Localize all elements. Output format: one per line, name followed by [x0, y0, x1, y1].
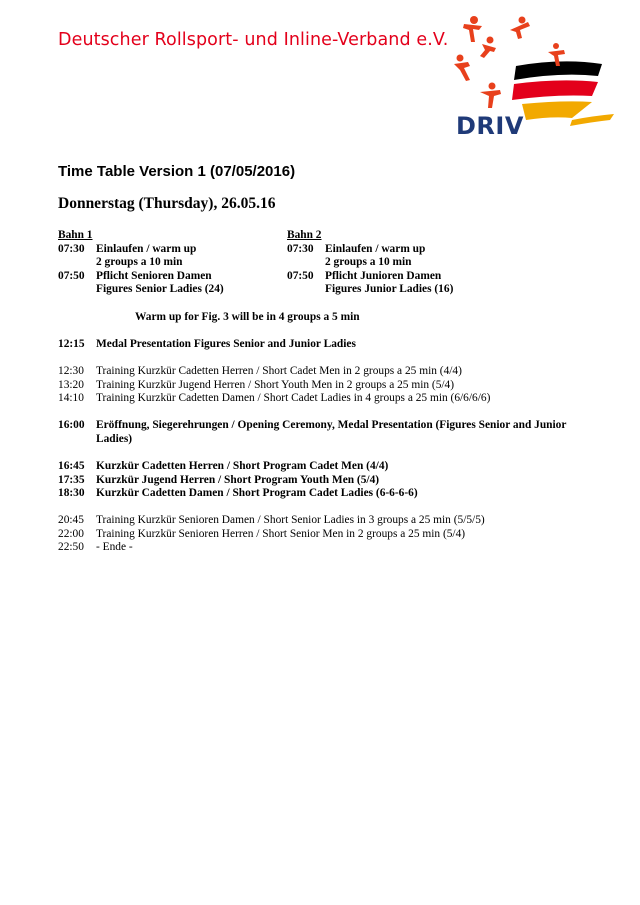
schedule-row [58, 392, 598, 406]
schedule-time: 17:35 [58, 473, 85, 486]
schedule-text: Training Kurzkür Senioren Herren / Short Senior Men in 2 groups a 25 min (5/4) [96, 527, 466, 540]
skater-figure-1 [463, 16, 482, 42]
skater-figure-2 [510, 17, 530, 40]
schedule-row [58, 419, 598, 446]
flag-stripe-red [512, 80, 598, 100]
schedule-text: Kurzkür Cadetten Herren / Short Program Cadet Men (4/4) [96, 460, 389, 472]
schedule-time: 22:50 [58, 541, 84, 554]
bahn2-entry [287, 243, 547, 257]
schedule-block-medals [58, 338, 598, 352]
bahn2-label: Bahn 2 [287, 229, 322, 241]
entry-subtext: 2 groups a 10 min [96, 256, 183, 269]
logo-text: DRIV [456, 112, 524, 140]
schedule-text: Kurzkür Cadetten Damen / Short Program Cadet Ladies (6-6-6-6) [96, 487, 418, 500]
schedule-row [58, 541, 598, 555]
organization-name: Deutscher Rollsport- und Inline-Verband e.V. [58, 30, 449, 50]
entry-text: Pflicht Junioren Damen [325, 269, 442, 282]
schedule-row [58, 528, 598, 542]
schedule-time: 20:45 [58, 514, 84, 526]
entry-subtext: 2 groups a 10 min [325, 256, 412, 269]
skater-figure-3 [480, 37, 496, 59]
schedule-block-programs [58, 460, 598, 501]
bahn1-entry [58, 270, 318, 284]
schedule-row [58, 460, 598, 474]
schedule-row [58, 487, 598, 501]
schedule-text: Eröffnung, Siegerehrungen / Opening Ceremony, Medal Presentation (Figures Senior and Junior Ladies) [96, 419, 567, 445]
entry-subtext: Figures Senior Ladies (24) [96, 283, 224, 296]
schedule-text: Training Kurzkür Senioren Damen / Short Senior Ladies in 3 groups a 25 min (5/5/5) [96, 514, 485, 526]
schedule-text: Training Kurzkür Cadetten Herren / Short Cadet Men in 2 groups a 25 min (4/4) [96, 365, 462, 377]
entry-time: 07:50 [58, 269, 85, 282]
schedule-block-training [58, 365, 598, 406]
schedule-block-evening [58, 514, 598, 555]
schedule-text: - Ende - [96, 541, 133, 554]
schedule-block-ceremony [58, 419, 598, 446]
flag-stripe-gold [522, 101, 592, 120]
schedule-row [58, 379, 598, 393]
bahn1-label: Bahn 1 [58, 229, 93, 241]
schedule-text: Training Kurzkür Jugend Herren / Short Youth Men in 2 groups a 25 min (5/4) [96, 378, 455, 391]
skater-figure-4 [454, 55, 470, 82]
entry-time: 07:30 [58, 242, 85, 255]
skater-figure-5 [480, 83, 501, 109]
schedule-time: 12:15 [58, 338, 85, 350]
day-heading: Donnerstag (Thursday), 26.05.16 [58, 195, 276, 212]
schedule-row [58, 365, 598, 379]
schedule-time: 18:30 [58, 487, 85, 500]
entry-time: 07:30 [287, 242, 314, 255]
bahn1-entry [58, 243, 318, 257]
warmup-note: Warm up for Fig. 3 will be in 4 groups a 5 min [135, 311, 360, 323]
schedule-time: 22:00 [58, 527, 84, 540]
entry-text: Pflicht Senioren Damen [96, 269, 212, 282]
timetable-version-title: Time Table Version 1 (07/05/2016) [58, 163, 296, 180]
entry-time: 07:50 [287, 269, 314, 282]
entry-subtext: Figures Junior Ladies (16) [325, 283, 454, 296]
entry-text: Einlaufen / warm up [325, 242, 426, 255]
schedule-row [58, 514, 598, 528]
schedule-text: Kurzkür Jugend Herren / Short Program Youth Men (5/4) [96, 473, 380, 486]
schedule-row [58, 338, 598, 352]
flag-stripe-gold-tail [570, 114, 614, 126]
schedule-time: 13:20 [58, 378, 84, 391]
schedule-time: 16:00 [58, 419, 85, 431]
schedule-row [58, 474, 598, 488]
schedule-time: 12:30 [58, 365, 84, 377]
bahn2-column [287, 229, 547, 297]
bahn1-column [58, 229, 318, 297]
schedule-time: 14:10 [58, 392, 84, 405]
schedule-time: 16:45 [58, 460, 85, 472]
schedule-text: Training Kurzkür Cadetten Damen / Short Cadet Ladies in 4 groups a 25 min (6/6/6/6) [96, 392, 491, 405]
schedule-text: Medal Presentation Figures Senior and Junior Ladies [96, 338, 356, 350]
bahn2-entry [287, 270, 547, 284]
driv-logo [452, 8, 617, 143]
entry-text: Einlaufen / warm up [96, 242, 197, 255]
